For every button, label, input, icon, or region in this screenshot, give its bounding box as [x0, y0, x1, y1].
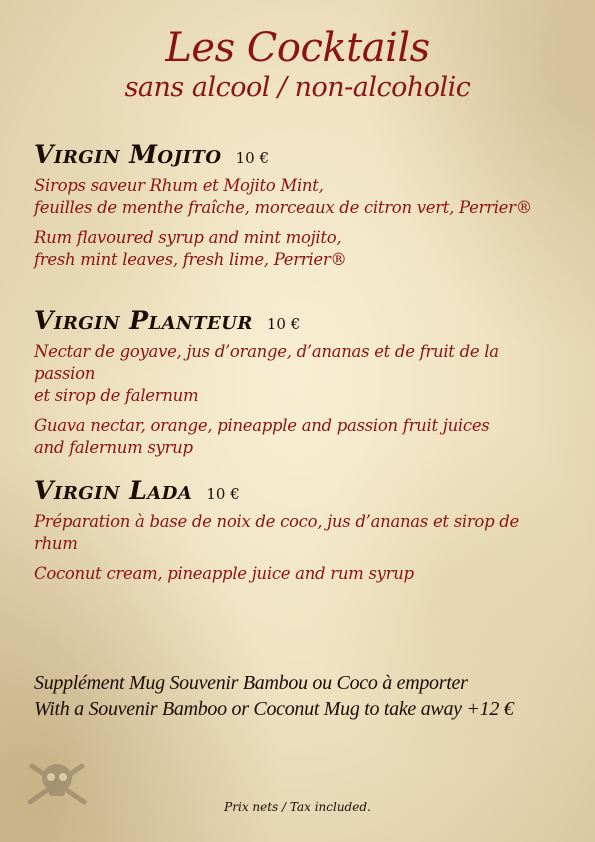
menu-item-virgin-lada	[34, 476, 564, 585]
item-description-fr	[34, 341, 564, 407]
supplement-line-en: With a Souvenir Bamboo or Coconut Mug to take away +12 €	[34, 698, 514, 720]
item-name: Virgin Planteur	[34, 306, 253, 335]
page-subtitle: sans alcool / non-alcoholic	[124, 72, 471, 103]
item-description-en	[34, 227, 564, 271]
item-heading	[34, 306, 564, 335]
menu-item-virgin-mojito	[34, 140, 564, 271]
mug-supplement	[34, 670, 574, 722]
menu-item-virgin-planteur	[34, 306, 564, 459]
item-description-fr	[34, 175, 564, 219]
desc-line: Sirops saveur Rhum et Mojito Mint,	[34, 176, 324, 195]
supplement-line-fr: Supplément Mug Souvenir Bambou ou Coco à emporter	[34, 672, 468, 694]
desc-line: Coconut cream, pineapple juice and rum syrup	[34, 564, 414, 583]
desc-line: et sirop de falernum	[34, 386, 199, 405]
item-price: 10 €	[266, 315, 301, 333]
item-description-en	[34, 415, 564, 459]
desc-line: feuilles de menthe fraîche, morceaux de citron vert, Perrier®	[34, 198, 532, 217]
item-heading	[34, 140, 564, 169]
tax-note: Prix nets / Tax included.	[224, 800, 371, 814]
desc-line: and falernum syrup	[34, 438, 193, 457]
item-name: Virgin Lada	[34, 476, 193, 505]
desc-line: Nectar de goyave, jus d’orange, d’ananas et de fruit de la passion	[34, 342, 499, 383]
desc-line: Guava nectar, orange, pineapple and passion fruit juices	[34, 416, 490, 435]
item-description-en	[34, 563, 564, 585]
menu-header	[0, 26, 595, 104]
desc-line: Préparation à base de noix de coco, jus d’ananas et sirop de rhum	[34, 512, 520, 553]
item-description-fr	[34, 511, 564, 555]
item-name: Virgin Mojito	[34, 140, 222, 169]
desc-line: Rum flavoured syrup and mint mojito,	[34, 228, 342, 247]
item-price: 10 €	[235, 149, 269, 167]
item-price: 10 €	[206, 485, 240, 503]
desc-line: fresh mint leaves, fresh lime, Perrier®	[34, 250, 347, 269]
item-heading	[34, 476, 564, 505]
page-title: Les Cocktails	[165, 25, 430, 71]
